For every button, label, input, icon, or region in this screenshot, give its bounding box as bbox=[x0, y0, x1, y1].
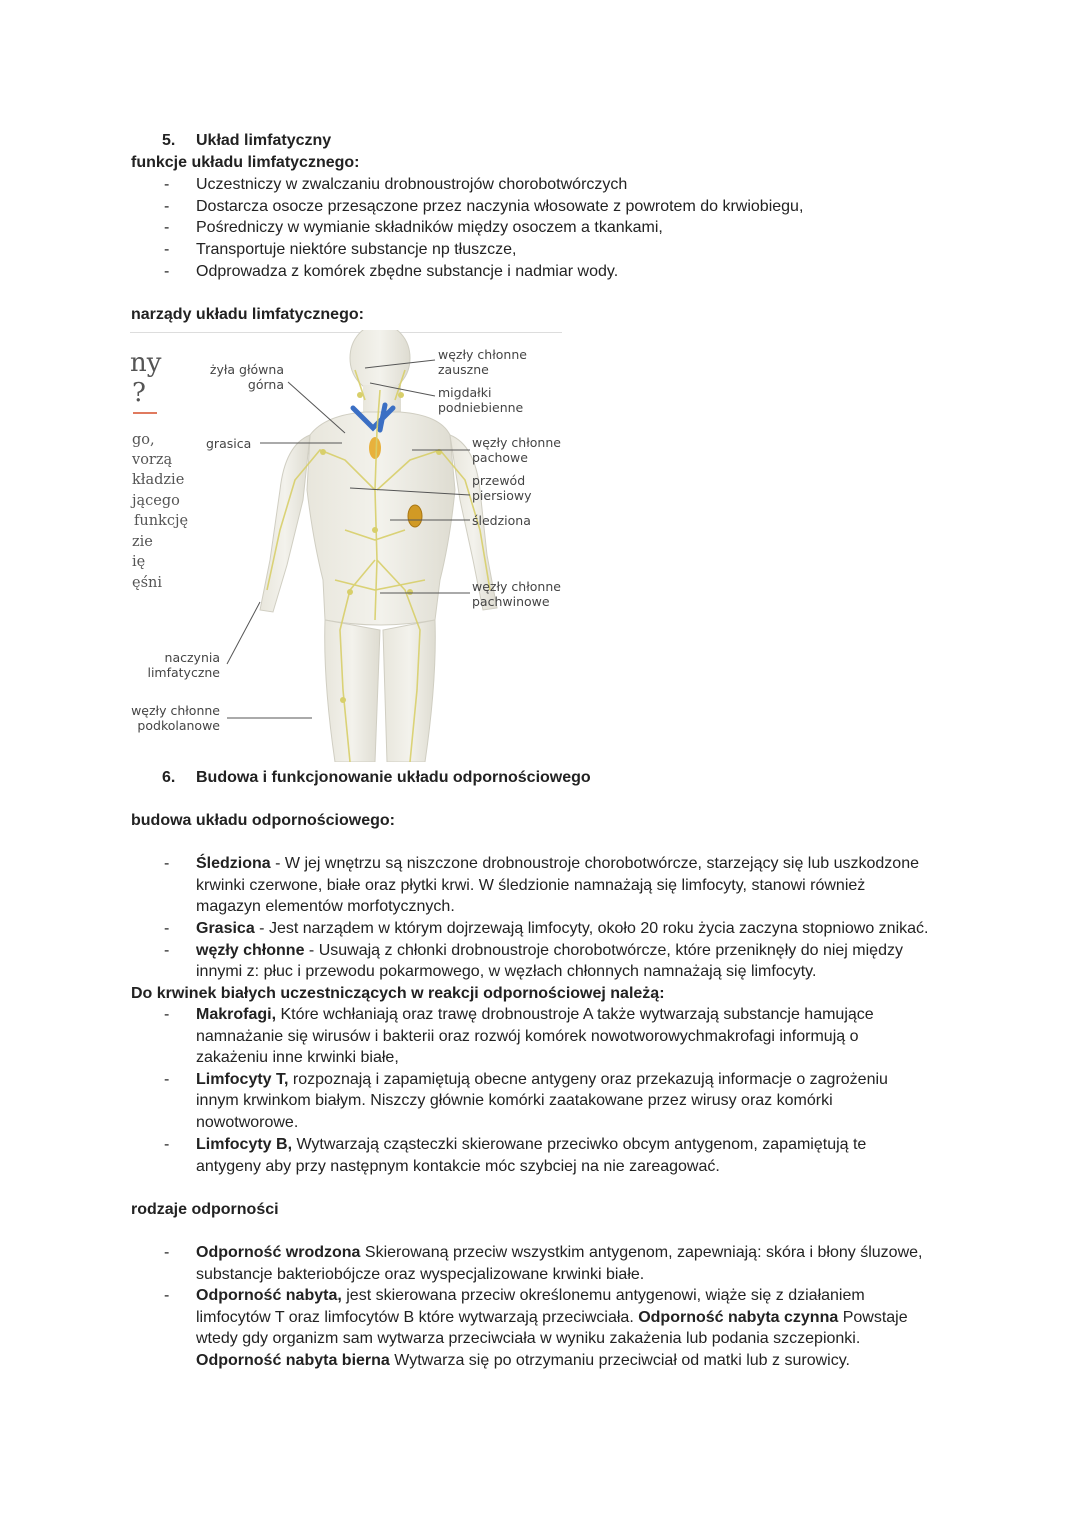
bullet: - bbox=[164, 1244, 170, 1261]
list-item-continuation: nowotworowe. bbox=[196, 1114, 299, 1131]
list-item-continuation: wtedy gdy organizm sam wytwarza przeciwciała w wyniku zakażenia lub podania szczepionki. bbox=[196, 1330, 861, 1347]
fragment-text: ęśni bbox=[132, 575, 162, 591]
fragment-heading-1: ny bbox=[130, 348, 162, 378]
bullet: - bbox=[164, 263, 170, 280]
list-item-continuation: namnażanie się wirusów i bakterii oraz rozwój komórek nowotworowychmakrofagi informują o bbox=[196, 1028, 859, 1045]
term: Odporność nabyta, bbox=[196, 1287, 342, 1304]
label-superior-vena-cava bbox=[192, 362, 284, 392]
list-item: Uczestniczy w zwalczaniu drobnoustrojów chorobotwórczych bbox=[196, 176, 628, 193]
label-lymph-vessels bbox=[140, 650, 220, 680]
description: Skierowaną przeciw wszystkim antygenom, zapewniają: skóra i błony śluzowe, bbox=[360, 1244, 923, 1261]
list-item bbox=[196, 940, 903, 961]
list-item-continuation: antygeny aby przy następnym kontakcie móc szybciej na nie zareagować. bbox=[196, 1158, 720, 1175]
description: rozpoznają i zapamiętują obecne antygeny oraz przekazują informacje o zagrożeniu bbox=[288, 1071, 888, 1088]
label-line: podniebienne bbox=[438, 400, 524, 415]
label-line: węzły chłonne bbox=[472, 579, 561, 594]
label-line: podkolanowe bbox=[137, 718, 220, 733]
label-line: węzły chłonne bbox=[438, 347, 527, 362]
wbc-heading: Do krwinek białych uczestniczących w reakcji odpornościowej należą: bbox=[131, 985, 665, 1002]
term: Makrofagi, bbox=[196, 1006, 277, 1023]
label-line: pachwinowe bbox=[472, 594, 550, 609]
label-line: żyła główna bbox=[209, 362, 284, 377]
term: węzły chłonne bbox=[196, 942, 305, 959]
description: Wytwarzają cząsteczki skierowane przeciwko obcym antygenom, zapamiętują te bbox=[292, 1136, 867, 1153]
term: Odporność nabyta czynna bbox=[638, 1309, 839, 1326]
term: Odporność nabyta bierna bbox=[196, 1352, 390, 1369]
label-thoracic-duct bbox=[472, 473, 532, 503]
label-line: górna bbox=[247, 377, 284, 392]
list-item bbox=[196, 853, 919, 874]
label-thymus: grasica bbox=[206, 436, 252, 451]
fragment-text: zie bbox=[132, 534, 153, 550]
types-heading: rodzaje odporności bbox=[131, 1201, 279, 1218]
bullet: - bbox=[164, 920, 170, 937]
label-line: węzły chłonne bbox=[472, 435, 561, 450]
description: Które wchłaniają oraz trawę drobnoustroje A także wytwarzają substancje hamujące bbox=[276, 1006, 874, 1023]
label-axillary-nodes bbox=[472, 435, 561, 465]
section-6-title: Budowa i funkcjonowanie układu odpornościowego bbox=[196, 769, 591, 786]
fragment-text: jącego bbox=[132, 493, 180, 509]
list-item bbox=[196, 918, 928, 939]
bullet: - bbox=[164, 241, 170, 258]
label-inguinal-nodes bbox=[472, 579, 561, 609]
bullet: - bbox=[164, 942, 170, 959]
bullet: - bbox=[164, 198, 170, 215]
description: Wytwarza się po otrzymaniu przeciwciał od matki lub z surowicy. bbox=[389, 1352, 850, 1369]
list-item-continuation: krwinki czerwone, białe oraz płytki krwi. W śledzionie namnażają się limfocyty, stanowi również bbox=[196, 877, 866, 894]
bullet: - bbox=[164, 219, 170, 236]
list-item-continuation: zakażeniu inne krwinki białe, bbox=[196, 1049, 399, 1066]
term: Grasica bbox=[196, 920, 255, 937]
list-item-continuation bbox=[196, 1307, 908, 1328]
list-item: Odprowadza z komórek zbędne substancje i nadmiar wody. bbox=[196, 263, 619, 280]
section-5-title: Układ limfatyczny bbox=[196, 132, 332, 149]
description: - Jest narządem w którym dojrzewają limfocyty, około 20 roku życia zaczyna stopniowo znikać. bbox=[254, 920, 929, 937]
section-5-number: 5. bbox=[162, 132, 176, 149]
label-line: pachowe bbox=[472, 450, 528, 465]
label-line: zauszne bbox=[438, 362, 489, 377]
bullet: - bbox=[164, 1071, 170, 1088]
list-item bbox=[196, 1069, 888, 1090]
label-spleen: śledziona bbox=[472, 513, 531, 528]
label-line: naczynia bbox=[164, 650, 220, 665]
list-item-continuation: innymi z: płuc i przewodu pokarmowego, w węzłach chłonnych namnażają się limfocyty. bbox=[196, 963, 817, 980]
fragment-text: vorzą bbox=[132, 452, 173, 468]
description: jest skierowana przeciw określonemu antygenowi, wiąże się z działaniem bbox=[341, 1287, 865, 1304]
list-item: Transportuje niektóre substancje np tłuszcze, bbox=[196, 241, 517, 258]
list-item bbox=[196, 1242, 922, 1263]
label-line: węzły chłonne bbox=[131, 703, 220, 718]
list-item-continuation bbox=[196, 1350, 850, 1371]
bullet: - bbox=[164, 1006, 170, 1023]
term: Śledziona bbox=[196, 855, 271, 872]
description: - W jej wnętrzu są niszczone drobnoustroje chorobotwórcze, starzejący się lub uszkodzone bbox=[270, 855, 919, 872]
label-line: piersiowy bbox=[472, 488, 532, 503]
description: limfocytów T oraz limfocytów B które wytwarzają przeciwciała. bbox=[196, 1309, 639, 1326]
list-item bbox=[196, 1004, 874, 1025]
bullet: - bbox=[164, 176, 170, 193]
fragment-text: kładzie bbox=[132, 472, 185, 488]
list-item: Dostarcza osocze przesączone przez naczynia włosowate z powrotem do krwiobiegu, bbox=[196, 198, 804, 215]
fragment-heading-2: ? bbox=[132, 378, 146, 408]
description: Powstaje bbox=[838, 1309, 908, 1326]
list-item bbox=[196, 1285, 865, 1306]
fragment-text: go, bbox=[132, 432, 155, 448]
organs-heading: narządy układu limfatycznego: bbox=[131, 306, 364, 323]
list-item bbox=[196, 1134, 866, 1155]
functions-heading: funkcje układu limfatycznego: bbox=[131, 154, 360, 171]
term: Limfocyty T, bbox=[196, 1071, 289, 1088]
label-line: migdałki bbox=[438, 385, 492, 400]
label-line: limfatyczne bbox=[147, 665, 220, 680]
fragment-text: ię bbox=[132, 554, 146, 570]
lymphatic-system-figure bbox=[130, 330, 570, 762]
bullet: - bbox=[164, 855, 170, 872]
structure-heading: budowa układu odpornościowego: bbox=[131, 812, 395, 829]
list-item-continuation: substancje bakteriobójcze oraz wyspecjalizowane krwinki białe. bbox=[196, 1266, 645, 1283]
list-item-continuation: innym krwinkom białym. Niszczy głównie komórki zaatakowane przez wirusy oraz komórki bbox=[196, 1092, 833, 1109]
section-6-number: 6. bbox=[162, 769, 176, 786]
term: Limfocyty B, bbox=[196, 1136, 293, 1153]
label-popliteal-nodes bbox=[130, 703, 220, 733]
list-item: Pośredniczy w wymianie składników między osoczem a tkankami, bbox=[196, 219, 663, 236]
list-item-continuation: magazyn elementów morfotycznych. bbox=[196, 898, 455, 915]
term: Odporność wrodzona bbox=[196, 1244, 361, 1261]
fragment-text: funkcję bbox=[134, 513, 189, 529]
label-retroauricular-nodes bbox=[438, 347, 527, 377]
bullet: - bbox=[164, 1136, 170, 1153]
description: - Usuwają z chłonki drobnoustroje chorobotwórcze, które przeniknęły do niej między bbox=[304, 942, 903, 959]
bullet: - bbox=[164, 1287, 170, 1304]
label-tonsils bbox=[438, 385, 523, 415]
label-line: przewód bbox=[472, 473, 526, 488]
